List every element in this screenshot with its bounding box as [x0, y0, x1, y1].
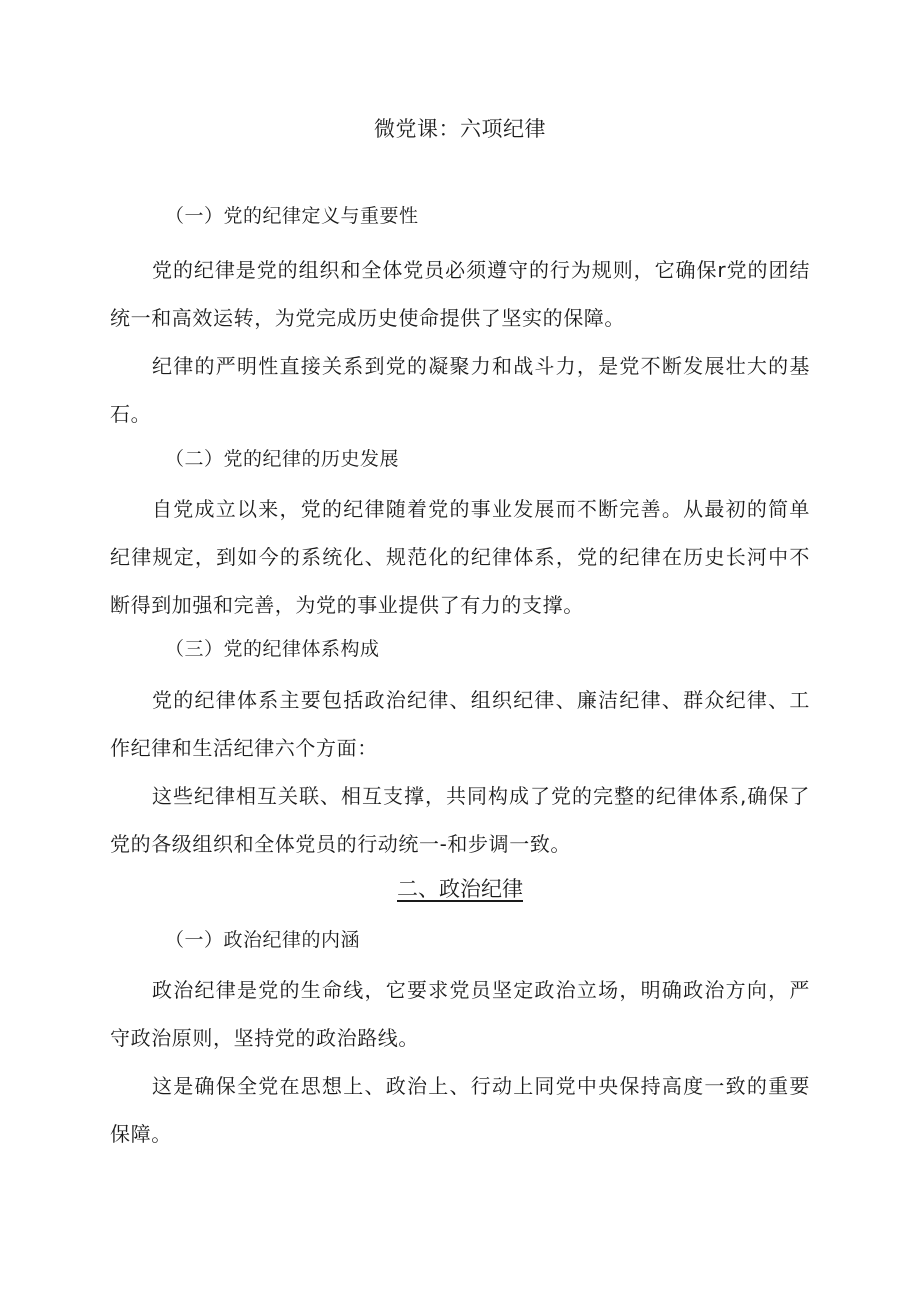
paragraph: 纪律的严明性直接关系到党的凝聚力和战斗力，是党不断发展壮大的基石。 [110, 354, 810, 426]
paragraph: 这些纪律相互关联、相互支撑，共同构成了党的完整的纪律体系,确保了党的各级组织和全体党员的行动统一-和步调一致。 [110, 784, 810, 856]
subsection-heading-system: （三）党的纪律体系构成 [165, 638, 380, 660]
subsection-heading-connotation: （一）政治纪律的内涵 [165, 929, 361, 951]
section-heading-text: 二、政治纪律 [397, 877, 523, 901]
paragraph: 党的纪律是党的组织和全体党员必须遵守的行为规则，它确保r党的团结统一和高效运转，为党完成历史使命提供了坚实的保障。 [110, 258, 810, 330]
paragraph: 政治纪律是党的生命线，它要求党员坚定政治立场，明确政治方向，严守政治原则，坚持党的政治路线。 [110, 978, 810, 1050]
paragraph: 这是确保全党在思想上、政治上、行动上同党中央保持高度一致的重要保障。 [110, 1074, 810, 1146]
subsection-heading-history: （二）党的纪律的历史发展 [165, 448, 400, 470]
section-heading-political-discipline [0, 873, 920, 905]
paragraph: 党的纪律体系主要包括政治纪律、组织纪律、廉洁纪律、群众纪律、工作纪律和生活纪律六个方面： [110, 688, 810, 760]
document-title: 微党课：六项纪律 [374, 117, 546, 141]
paragraph: 自党成立以来，党的纪律随着党的事业发展而不断完善。从最初的简单纪律规定，到如今的系统化、规范化的纪律体系，党的纪律在历史长河中不断得到加强和完善，为党的事业提供了有力的支撑。 [110, 497, 810, 617]
subsection-heading-definition: （一）党的纪律定义与重要性 [165, 205, 419, 227]
